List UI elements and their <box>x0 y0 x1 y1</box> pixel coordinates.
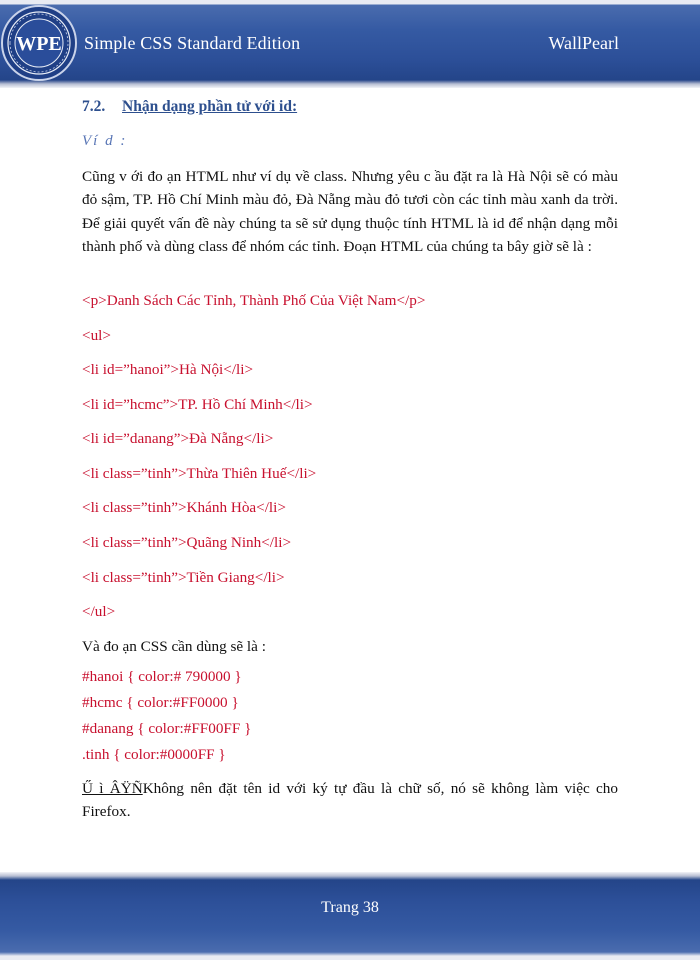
css-code-line: .tinh { color:#0000FF } <box>82 746 226 763</box>
css-code-line: #hanoi { color:# 790000 } <box>82 668 242 685</box>
logo-text: WPE <box>16 33 62 55</box>
note-prefix: Ű ì ÂŸÑ <box>82 780 143 797</box>
wallpearl-logo-icon <box>0 4 78 82</box>
html-code-line: <p>Danh Sách Các Tỉnh, Thành Phố Của Việt Nam</p> <box>82 292 426 309</box>
html-code-line: <li class=”tinh”>Tiền Giang</li> <box>82 569 285 586</box>
page-header <box>0 0 700 88</box>
document-title: Simple CSS Standard Edition <box>84 33 301 53</box>
page-footer <box>0 872 700 960</box>
html-code-line: <li class=”tinh”>Khánh Hòa</li> <box>82 499 286 516</box>
html-code-line: <li class=”tinh”>Thừa Thiên Huế</li> <box>82 465 317 482</box>
html-code-line: <ul> <box>82 327 111 344</box>
section-number: 7.2. <box>82 98 106 115</box>
css-intro: Và đo ạn CSS cần dùng sẽ là : <box>82 638 266 655</box>
css-code-line: #danang { color:#FF00FF } <box>82 720 252 737</box>
note-text: Không nên đặt tên id với ký tự đầu là chữ số, nó sẽ không làm việc cho Firefox. <box>82 780 618 821</box>
intro-paragraph: Cũng v ới đo ạn HTML như ví dụ về class. Nhưng yêu c ầu đặt ra là Hà Nội sẽ có màu đỏ sậm, TP. Hồ Chí Minh màu đỏ, Đà Nẵng màu đỏ tươi còn các tỉnh màu xanh da trời. Để giải quyết vấn đề này chúng ta sẽ sử dụng thuộc tính HTML là id để nhận dạng mỗi thành phố và dùng class để nhóm các tỉnh. Đoạn HTML của chúng ta bây giờ sẽ là : <box>82 168 618 256</box>
html-code-line: </ul> <box>82 603 116 620</box>
html-code-line: <li id=”danang”>Đà Nẵng</li> <box>82 430 274 447</box>
brand-name: WallPearl <box>548 33 619 53</box>
html-code-line: <li id=”hanoi”>Hà Nội</li> <box>82 361 254 378</box>
note-paragraph <box>82 777 618 824</box>
page-number: Trang 38 <box>321 899 379 916</box>
example-label: Ví d : <box>82 133 128 149</box>
html-code-line: <li class=”tinh”>Quãng Ninh</li> <box>82 534 292 551</box>
section-title: Nhận dạng phần tử với id: <box>122 98 298 115</box>
css-code-line: #hcmc { color:#FF0000 } <box>82 694 239 711</box>
section-heading <box>82 98 297 116</box>
html-code-line: <li id=”hcmc”>TP. Hồ Chí Minh</li> <box>82 396 313 413</box>
